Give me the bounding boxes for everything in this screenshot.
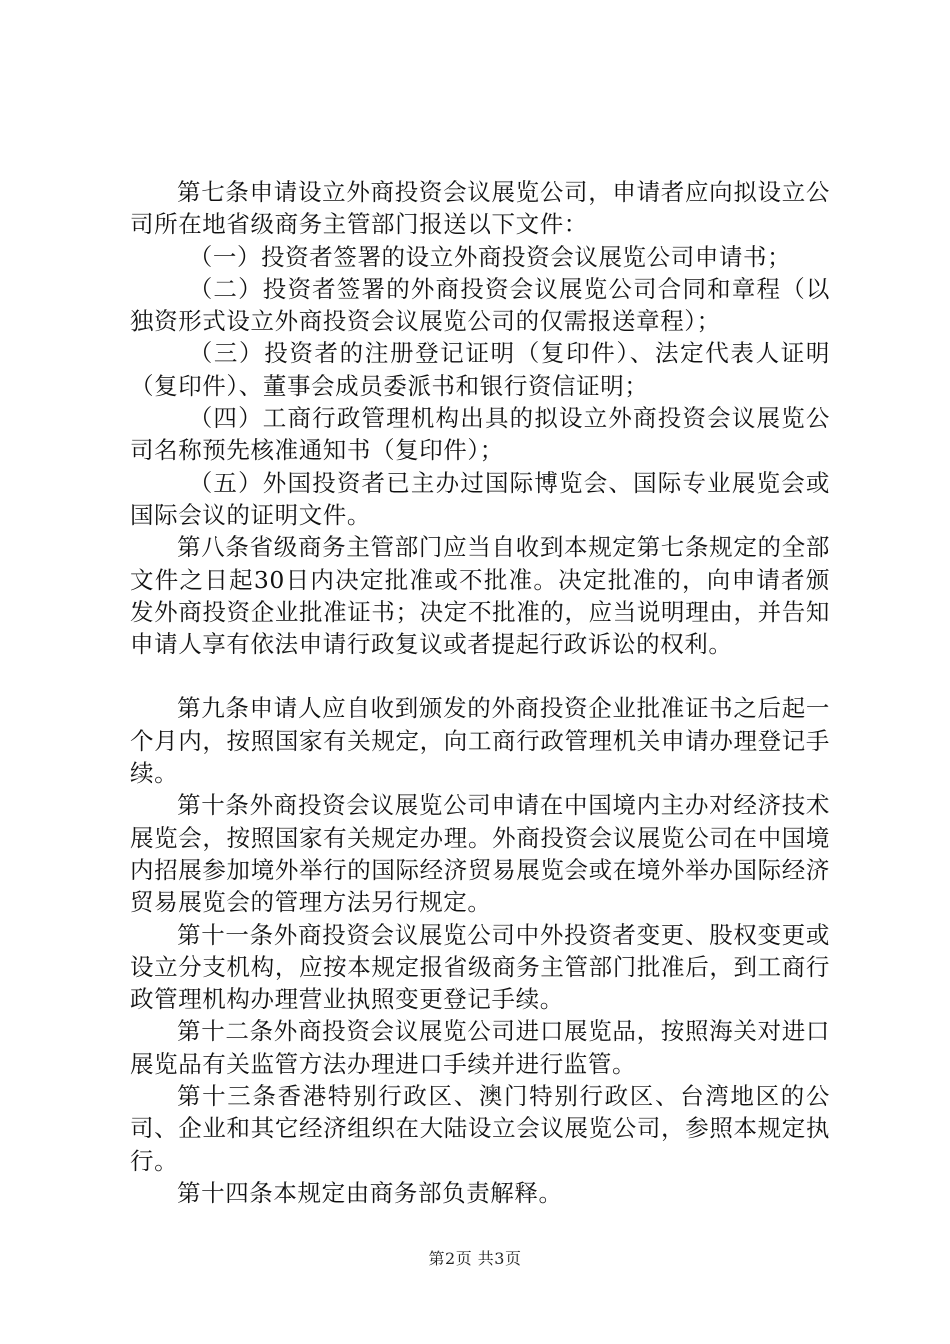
article-7-paragraph: 第七条申请设立外商投资会议展览公司，申请者应向拟设立公司所在地省级商务主管部门报送以下文件： bbox=[130, 178, 830, 239]
article-7-item-2: （二）投资者签署的外商投资会议展览公司合同和章程（以独资形式设立外商投资会议展览公司的仅需报送章程）； bbox=[130, 274, 830, 336]
document-body bbox=[130, 176, 830, 1209]
article-7-item-5: （五）外国投资者已主办过国际博览会、国际专业展览会或国际会议的证明文件。 bbox=[130, 468, 830, 529]
article-10-paragraph: 第十条外商投资会议展览公司申请在中国境内主办对经济技术展览会，按照国家有关规定办理。外商投资会议展览公司在中国境内招展参加境外举行的国际经济贸易展览会或在境外举办国际经济贸易展览会的管理方法另行规定。 bbox=[130, 791, 830, 917]
article-8-paragraph: 第八条省级商务主管部门应当自收到本规定第七条规定的全部文件之日起30日内决定批准或不批准。决定批准的，向申请者颁发外商投资企业批准证书；决定不批准的，应当说明理由，并告知申请人享有依法申请行政复议或者提起行政诉讼的权利。 bbox=[130, 533, 830, 659]
article-7-item-3: （三）投资者的注册登记证明（复印件）、法定代表人证明（复印件）、董事会成员委派书和银行资信证明； bbox=[130, 339, 830, 400]
article-12-paragraph: 第十二条外商投资会议展览公司进口展览品，按照海关对进口展览品有关监管方法办理进口手续并进行监管。 bbox=[130, 1017, 830, 1078]
article-7-item-4: （四）工商行政管理机构出具的拟设立外商投资会议展览公司名称预先核准通知书（复印件）； bbox=[130, 404, 830, 465]
article-13-paragraph: 第十三条香港特别行政区、澳门特别行政区、台湾地区的公司、企业和其它经济组织在大陆设立会议展览公司，参照本规定执行。 bbox=[130, 1082, 830, 1175]
article-7-item-1: （一）投资者签署的设立外商投资会议展览公司申请书； bbox=[188, 242, 792, 271]
page-number-footer: 第2页 共3页 bbox=[428, 1249, 522, 1268]
article-14-paragraph: 第十四条本规定由商务部负责解释。 bbox=[177, 1178, 563, 1207]
article-11-paragraph: 第十一条外商投资会议展览公司中外投资者变更、股权变更或设立分支机构，应按本规定报省级商务主管部门批准后，到工商行政管理机构办理营业执照变更登记手续。 bbox=[130, 920, 830, 1014]
article-9-paragraph: 第九条申请人应自收到颁发的外商投资企业批准证书之后起一个月内，按照国家有关规定，向工商行政管理机关申请办理登记手续。 bbox=[130, 694, 830, 788]
paragraph-spacer bbox=[130, 660, 830, 692]
